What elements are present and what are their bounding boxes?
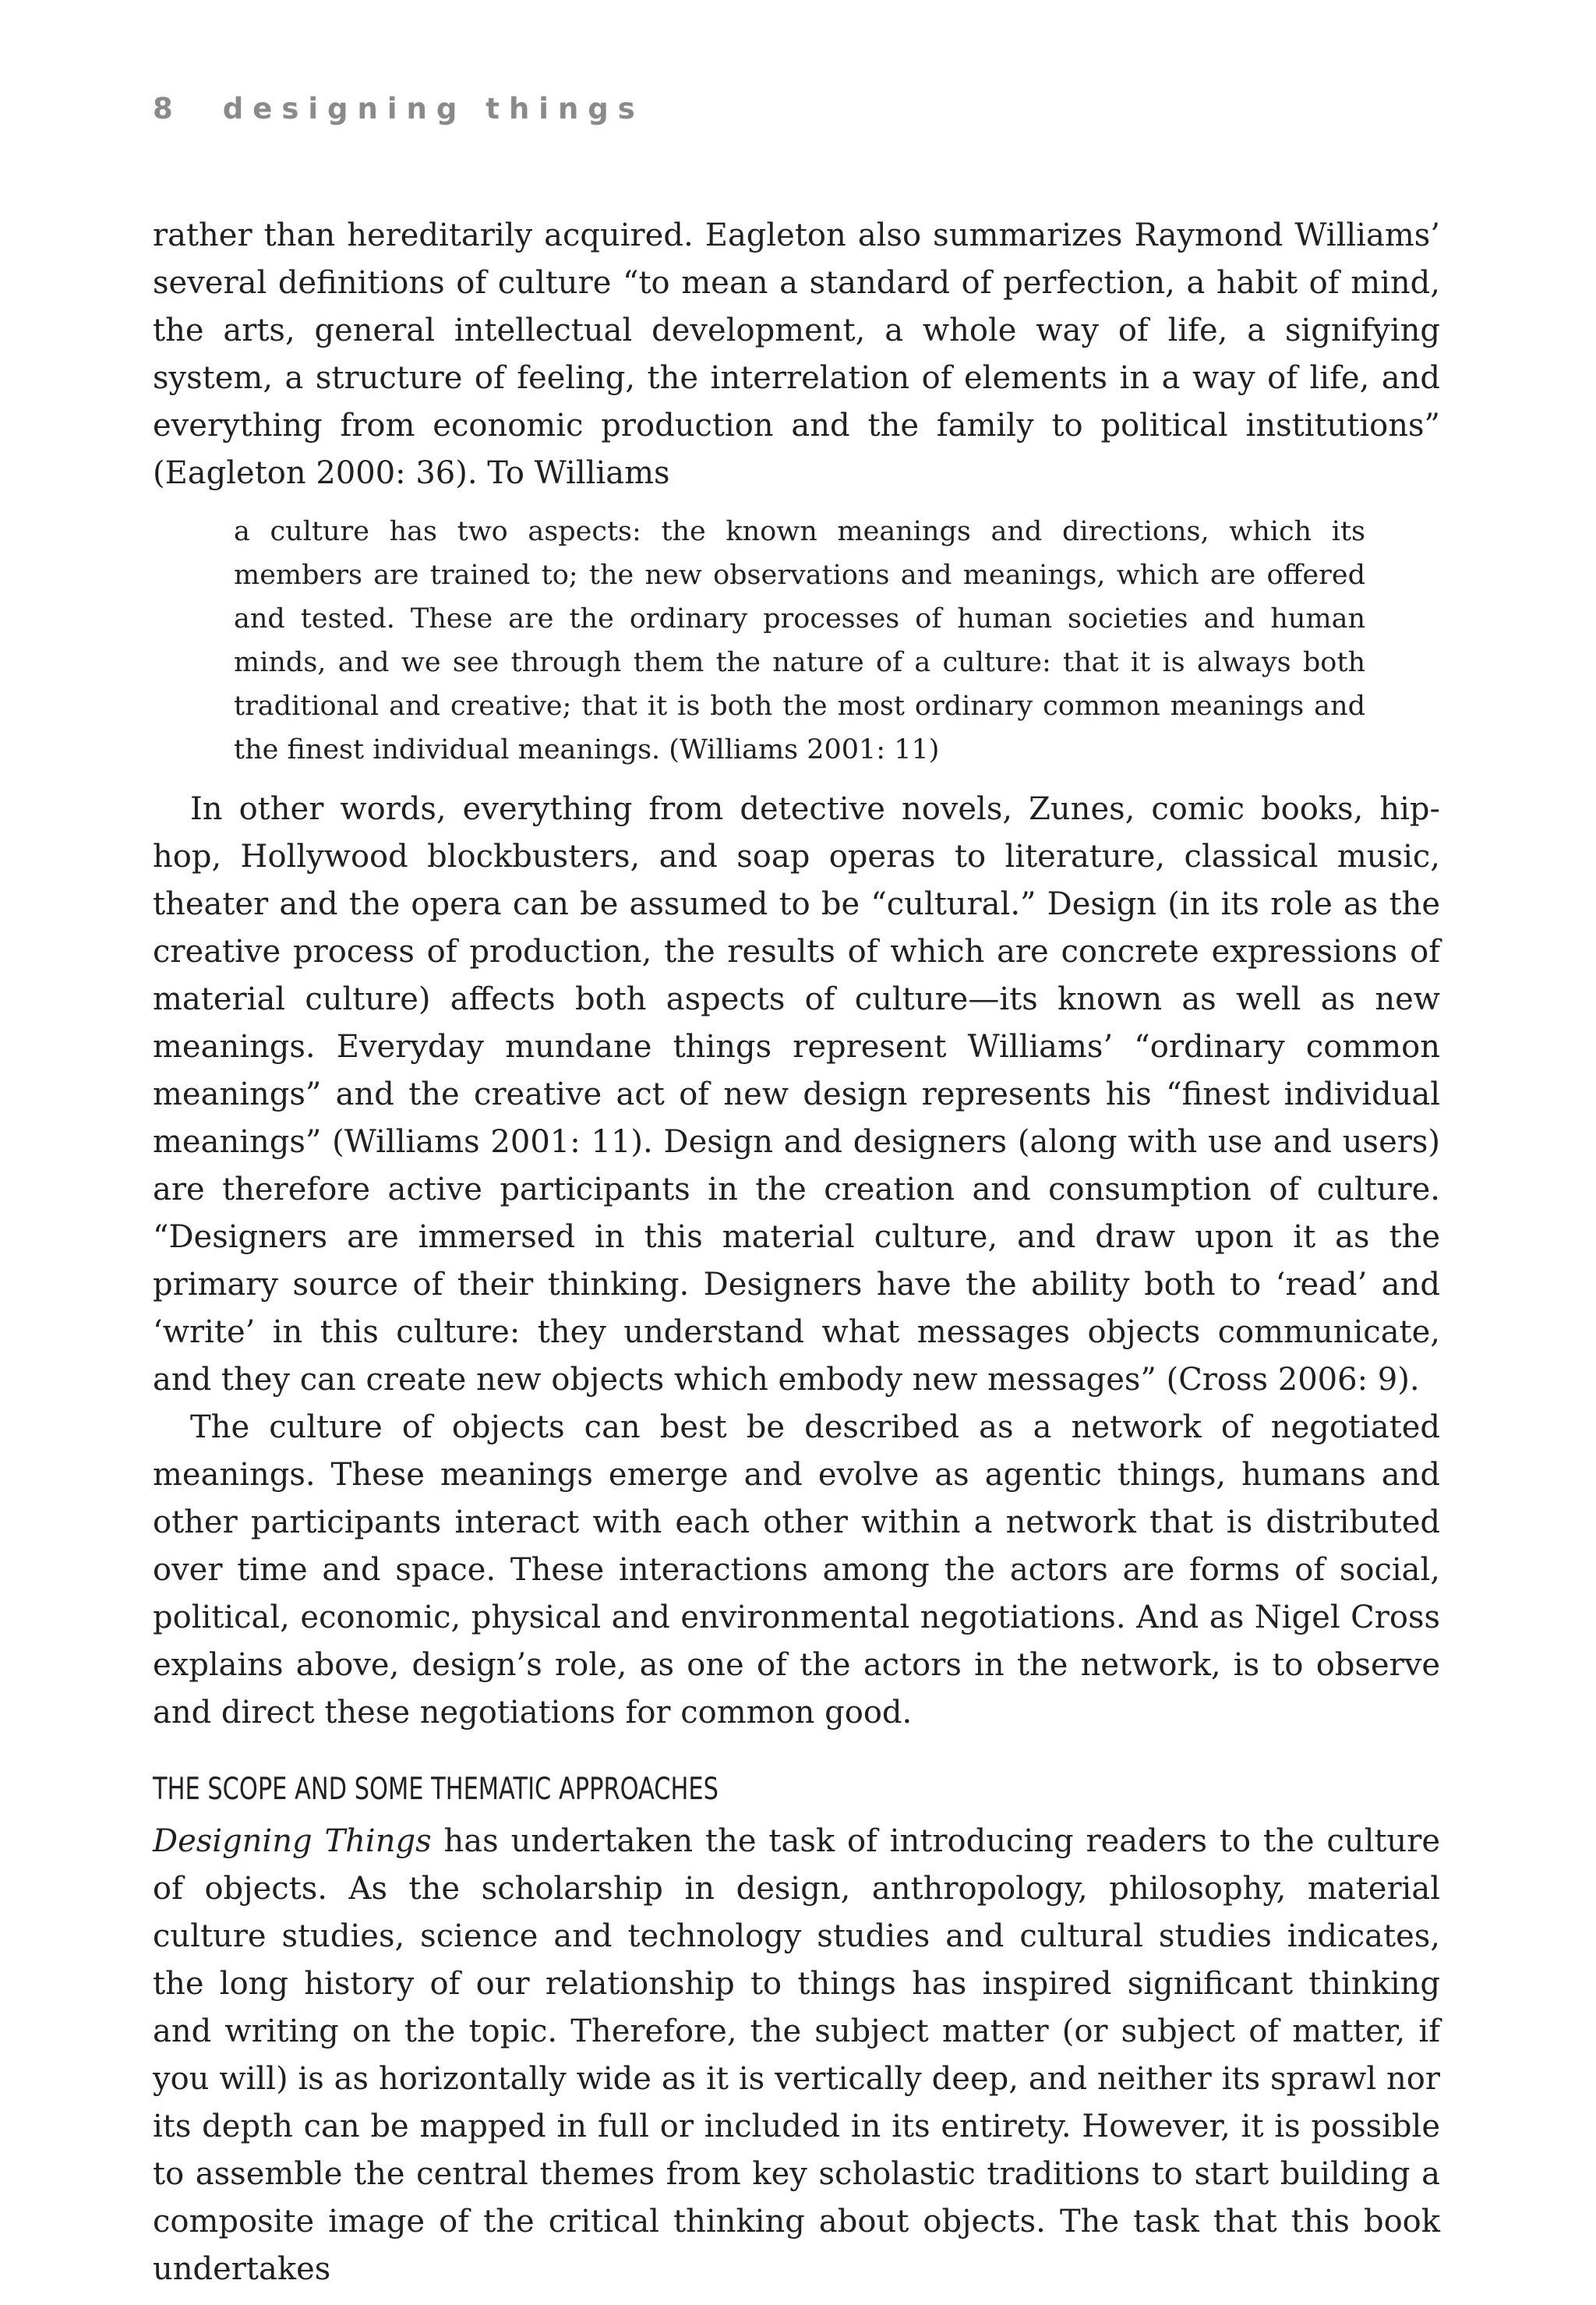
page-number: 8 [153,92,182,126]
paragraph-scope [153,1818,1440,2293]
running-head [153,92,644,126]
book-title: Designing Things [153,1823,432,1859]
page-body [153,212,1440,2293]
paragraph-cultural: In other words, everything from detective novels, Zunes, comic books, hip-hop, Hollywood blockbusters, and soap operas to literature, classical music, theater and the opera can be assumed to be “cultural.” Design (in its role as the creative process of production, the results of which are concrete expressions of material culture) affects both aspects of culture—its known as well as new meanings. Everyday mundane things represent Williams’ “ordinary common meanings” and the creative act of new design represents his “finest individual meanings” (Williams 2001: 11). Design and designers (along with use and users) are therefore active participants in the creation and consumption of culture. “Designers are immersed in this material culture, and draw upon it as the primary source of their thinking. Designers have the ability both to ‘read’ and ‘write’ in this culture: they understand what messages objects communicate, and they can create new objects which embody new messages” (Cross 2006: 9). [153,791,1440,1398]
paragraph-network: The culture of objects can best be described as a network of negotiated meanings. These meanings emerge and evolve as agentic things, humans and other participants interact with each other within a network that is distributed over time and space. These interactions among the actors are forms of social, political, economic, physical and environmental negotiations. And as Nigel Cross explains above, design’s role, as one of the actors in the network, is to observe and direct these negotiations for common good. [153,1409,1440,1731]
running-head-title: designing things [222,92,644,126]
paragraph-continued: rather than hereditarily acquired. Eagleton also summarizes Raymond Williams’ several definitions of culture “to mean a standard of perfection, a habit of mind, the arts, general intellectual development, a whole way of life, a signifying system, a structure of feeling, the interrelation of elements in a way of life, and everything from economic production and the family to political institutions” (Eagleton 2000: 36). To Williams [153,217,1440,491]
paragraph-scope-text: has undertaken the task of introducing readers to the culture of objects. As the scholarship in design, anthropology, philosophy, material culture studies, science and technology studies and cultural studies indicates, the long history of our relationship to things has inspired significant thinking and writing on the topic. Therefore, the subject matter (or subject of matter, if you will) is as horizontally wide as it is vertically deep, and neither its sprawl nor its depth can be mapped in full or included in its entirety. However, it is possible to assemble the central themes from key scholastic traditions to start building a composite image of the critical thinking about objects. The task that this book undertakes [153,1823,1440,2287]
block-quote-williams: a culture has two aspects: the known meanings and directions, which its members are trained to; the new observations and meanings, which are offered and tested. These are the ordinary processes of human societies and human minds, and we see through them the nature of a culture: that it is always both traditional and creative; that it is both the most ordinary common meanings and the finest individual meanings. (Williams 2001: 11) [234,516,1365,765]
section-heading: THE SCOPE AND SOME THEMATIC APPROACHES [153,1772,719,1807]
